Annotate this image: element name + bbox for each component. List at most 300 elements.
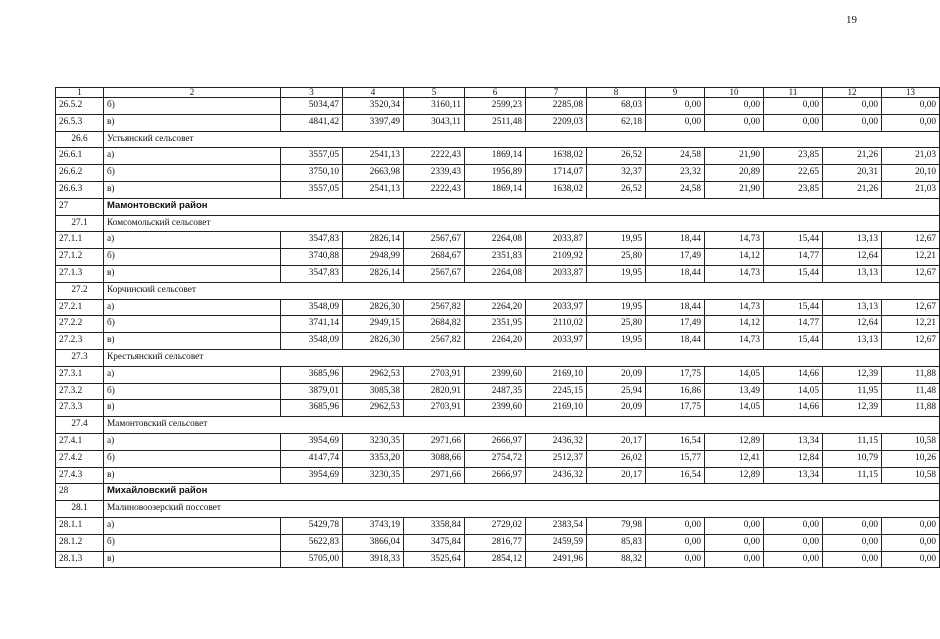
value-cell: 2826,14 [343,265,404,282]
value-cell: 22,65 [764,165,823,182]
value-cell: 2033,97 [526,333,587,350]
table-row [56,114,940,131]
value-cell: 0,00 [646,517,705,534]
value-cell: 79,98 [587,517,646,534]
value-cell: 18,44 [646,333,705,350]
value-cell: 26,52 [587,148,646,165]
value-cell: 2264,08 [465,265,526,282]
column-header-7: 7 [526,88,587,98]
value-cell: 18,44 [646,265,705,282]
district-row [56,198,940,215]
value-cell: 12,89 [705,433,764,450]
value-cell: 11,88 [882,400,940,417]
value-cell: 3954,69 [281,467,343,484]
value-cell: 14,66 [764,400,823,417]
value-cell: 3043,11 [404,114,465,131]
value-cell: 24,58 [646,148,705,165]
value-cell: 2033,87 [526,265,587,282]
column-header-10: 10 [705,88,764,98]
value-cell: 2436,32 [526,433,587,450]
tariff-table [55,87,940,568]
section-title: Корчинский сельсовет [104,282,940,299]
value-cell: 2383,54 [526,517,587,534]
value-cell: 2754,72 [465,450,526,467]
value-cell: 14,73 [705,299,764,316]
value-cell: 32,37 [587,165,646,182]
row-code: 28.1 [56,501,104,518]
value-cell: 11,48 [882,383,940,400]
value-cell: 14,73 [705,265,764,282]
value-cell: 0,00 [823,534,882,551]
table-row [56,433,940,450]
table-row [56,450,940,467]
value-cell: 20,10 [882,165,940,182]
value-cell: 2399,60 [465,400,526,417]
value-cell: 10,58 [882,433,940,450]
row-variant: а) [104,366,281,383]
section-title: Мамонтовский сельсовет [104,417,940,434]
table-row [56,400,940,417]
value-cell: 2264,20 [465,299,526,316]
value-cell: 2666,97 [465,467,526,484]
row-code: 27.1 [56,215,104,232]
table-row [56,534,940,551]
value-cell: 12,64 [823,316,882,333]
table-row [56,165,940,182]
value-cell: 5622,83 [281,534,343,551]
value-cell: 2487,35 [465,383,526,400]
value-cell: 0,00 [705,114,764,131]
value-cell: 3879,01 [281,383,343,400]
value-cell: 15,44 [764,232,823,249]
value-cell: 18,44 [646,299,705,316]
row-code: 27.4 [56,417,104,434]
table-row [56,181,940,198]
value-cell: 1638,02 [526,148,587,165]
district-title: Михайловский район [104,484,940,501]
column-header-11: 11 [764,88,823,98]
value-cell: 12,39 [823,400,882,417]
value-cell: 13,13 [823,265,882,282]
value-cell: 3547,83 [281,232,343,249]
row-code: 27.2 [56,282,104,299]
value-cell: 0,00 [882,517,940,534]
row-variant: б) [104,98,281,115]
section-row [56,282,940,299]
value-cell: 2567,67 [404,265,465,282]
value-cell: 14,77 [764,249,823,266]
row-code: 27.1.2 [56,249,104,266]
section-row [56,349,940,366]
value-cell: 25,80 [587,316,646,333]
column-header-6: 6 [465,88,526,98]
value-cell: 2971,66 [404,433,465,450]
value-cell: 20,09 [587,366,646,383]
value-cell: 2854,12 [465,551,526,568]
row-code: 26.5.2 [56,98,104,115]
value-cell: 3548,09 [281,333,343,350]
value-cell: 14,12 [705,249,764,266]
value-cell: 0,00 [823,98,882,115]
value-cell: 23,32 [646,165,705,182]
row-code: 26.6 [56,131,104,148]
section-row [56,131,940,148]
row-variant: а) [104,148,281,165]
value-cell: 3866,04 [343,534,404,551]
value-cell: 14,73 [705,333,764,350]
row-code: 26.6.1 [56,148,104,165]
value-cell: 12,64 [823,249,882,266]
value-cell: 13,13 [823,232,882,249]
value-cell: 2169,10 [526,400,587,417]
value-cell: 19,95 [587,299,646,316]
page-number: 19 [846,14,857,26]
table-row [56,517,940,534]
value-cell: 21,90 [705,148,764,165]
value-cell: 2541,13 [343,148,404,165]
row-code: 27.3.2 [56,383,104,400]
value-cell: 16,54 [646,467,705,484]
value-cell: 0,00 [646,114,705,131]
value-cell: 14,66 [764,366,823,383]
row-code: 27.3 [56,349,104,366]
row-code: 27.1.1 [56,232,104,249]
row-variant: б) [104,316,281,333]
column-header-2: 2 [104,88,281,98]
value-cell: 2264,20 [465,333,526,350]
value-cell: 14,05 [764,383,823,400]
value-cell: 0,00 [823,517,882,534]
row-variant: в) [104,114,281,131]
row-variant: б) [104,165,281,182]
section-title: Крестьянский сельсовет [104,349,940,366]
table-row [56,265,940,282]
row-variant: в) [104,467,281,484]
value-cell: 12,67 [882,299,940,316]
row-variant: в) [104,181,281,198]
row-code: 27.4.2 [56,450,104,467]
value-cell: 3743,19 [343,517,404,534]
column-header-5: 5 [404,88,465,98]
value-cell: 3085,38 [343,383,404,400]
value-cell: 0,00 [823,551,882,568]
value-cell: 2663,98 [343,165,404,182]
value-cell: 3230,35 [343,467,404,484]
value-cell: 3353,20 [343,450,404,467]
value-cell: 2816,77 [465,534,526,551]
value-cell: 0,00 [646,534,705,551]
value-cell: 2245,15 [526,383,587,400]
value-cell: 2541,13 [343,181,404,198]
value-cell: 21,03 [882,148,940,165]
value-cell: 21,26 [823,148,882,165]
table-row [56,316,940,333]
value-cell: 3685,96 [281,400,343,417]
value-cell: 23,85 [764,148,823,165]
section-title: Малиновоозерский поссовет [104,501,940,518]
value-cell: 2399,60 [465,366,526,383]
value-cell: 17,75 [646,400,705,417]
table-row [56,148,940,165]
value-cell: 2567,82 [404,299,465,316]
section-row [56,501,940,518]
section-row [56,215,940,232]
row-code: 26.6.2 [56,165,104,182]
row-code: 28.1.1 [56,517,104,534]
value-cell: 0,00 [823,114,882,131]
value-cell: 26,02 [587,450,646,467]
section-title: Устьянский сельсовет [104,131,940,148]
value-cell: 2511,48 [465,114,526,131]
value-cell: 2971,66 [404,467,465,484]
value-cell: 5705,00 [281,551,343,568]
value-cell: 21,26 [823,181,882,198]
value-cell: 2264,08 [465,232,526,249]
row-variant: б) [104,249,281,266]
value-cell: 2826,30 [343,299,404,316]
value-cell: 0,00 [646,551,705,568]
table-row [56,467,940,484]
value-cell: 1638,02 [526,181,587,198]
value-cell: 68,03 [587,98,646,115]
value-cell: 0,00 [882,98,940,115]
table-row [56,249,940,266]
row-code: 27.2.3 [56,333,104,350]
value-cell: 12,41 [705,450,764,467]
section-row [56,417,940,434]
value-cell: 10,79 [823,450,882,467]
value-cell: 19,95 [587,333,646,350]
table-row [56,98,940,115]
table-row [56,299,940,316]
value-cell: 14,12 [705,316,764,333]
row-code: 27.3.1 [56,366,104,383]
row-code: 27.4.1 [56,433,104,450]
value-cell: 0,00 [705,517,764,534]
row-code: 28 [56,484,104,501]
row-code: 28.1.2 [56,534,104,551]
value-cell: 2703,91 [404,366,465,383]
value-cell: 2948,99 [343,249,404,266]
value-cell: 15,77 [646,450,705,467]
value-cell: 3954,69 [281,433,343,450]
value-cell: 2436,32 [526,467,587,484]
row-variant: а) [104,433,281,450]
value-cell: 3557,05 [281,181,343,198]
value-cell: 11,88 [882,366,940,383]
value-cell: 5034,47 [281,98,343,115]
value-cell: 2351,83 [465,249,526,266]
value-cell: 1956,89 [465,165,526,182]
value-cell: 20,31 [823,165,882,182]
value-cell: 3160,11 [404,98,465,115]
value-cell: 3088,66 [404,450,465,467]
value-cell: 3230,35 [343,433,404,450]
value-cell: 3520,34 [343,98,404,115]
column-header-4: 4 [343,88,404,98]
value-cell: 62,18 [587,114,646,131]
value-cell: 2169,10 [526,366,587,383]
value-cell: 2684,82 [404,316,465,333]
value-cell: 2666,97 [465,433,526,450]
value-cell: 0,00 [705,98,764,115]
value-cell: 2209,03 [526,114,587,131]
value-cell: 18,44 [646,232,705,249]
value-cell: 2459,59 [526,534,587,551]
value-cell: 2222,43 [404,181,465,198]
value-cell: 20,17 [587,433,646,450]
value-cell: 13,49 [705,383,764,400]
value-cell: 2826,14 [343,232,404,249]
table-row [56,366,940,383]
value-cell: 3358,84 [404,517,465,534]
value-cell: 11,15 [823,467,882,484]
value-cell: 3397,49 [343,114,404,131]
value-cell: 3525,64 [404,551,465,568]
row-code: 27.2.2 [56,316,104,333]
value-cell: 11,15 [823,433,882,450]
row-code: 26.6.3 [56,181,104,198]
value-cell: 15,44 [764,299,823,316]
value-cell: 3547,83 [281,265,343,282]
value-cell: 2491,96 [526,551,587,568]
header-row [56,88,940,98]
value-cell: 20,89 [705,165,764,182]
value-cell: 21,90 [705,181,764,198]
value-cell: 3548,09 [281,299,343,316]
value-cell: 17,49 [646,316,705,333]
value-cell: 3740,88 [281,249,343,266]
value-cell: 2599,23 [465,98,526,115]
value-cell: 2703,91 [404,400,465,417]
value-cell: 25,80 [587,249,646,266]
column-header-1: 1 [56,88,104,98]
value-cell: 0,00 [764,534,823,551]
row-variant: а) [104,232,281,249]
value-cell: 2512,37 [526,450,587,467]
value-cell: 3475,84 [404,534,465,551]
value-cell: 19,95 [587,265,646,282]
value-cell: 13,13 [823,299,882,316]
table-row [56,232,940,249]
value-cell: 2110,02 [526,316,587,333]
value-cell: 16,86 [646,383,705,400]
value-cell: 4147,74 [281,450,343,467]
value-cell: 23,85 [764,181,823,198]
value-cell: 3750,10 [281,165,343,182]
value-cell: 13,34 [764,467,823,484]
value-cell: 2285,08 [526,98,587,115]
section-title: Комсомольский сельсовет [104,215,940,232]
value-cell: 21,03 [882,181,940,198]
row-code: 27.2.1 [56,299,104,316]
value-cell: 19,95 [587,232,646,249]
row-variant: а) [104,517,281,534]
value-cell: 2826,30 [343,333,404,350]
value-cell: 15,44 [764,333,823,350]
value-cell: 1714,07 [526,165,587,182]
value-cell: 2339,43 [404,165,465,182]
value-cell: 1869,14 [465,181,526,198]
value-cell: 0,00 [764,114,823,131]
row-variant: б) [104,534,281,551]
value-cell: 25,94 [587,383,646,400]
value-cell: 12,89 [705,467,764,484]
value-cell: 2222,43 [404,148,465,165]
value-cell: 0,00 [705,534,764,551]
value-cell: 14,05 [705,400,764,417]
value-cell: 1869,14 [465,148,526,165]
column-header-13: 13 [882,88,940,98]
value-cell: 2729,02 [465,517,526,534]
value-cell: 0,00 [705,551,764,568]
value-cell: 13,13 [823,333,882,350]
value-cell: 11,95 [823,383,882,400]
row-variant: б) [104,450,281,467]
value-cell: 24,58 [646,181,705,198]
row-code: 27.3.3 [56,400,104,417]
row-code: 28.1.3 [56,551,104,568]
value-cell: 15,44 [764,265,823,282]
column-header-8: 8 [587,88,646,98]
value-cell: 12,67 [882,333,940,350]
value-cell: 2962,53 [343,400,404,417]
value-cell: 0,00 [882,534,940,551]
value-cell: 3918,33 [343,551,404,568]
value-cell: 16,54 [646,433,705,450]
column-header-3: 3 [281,88,343,98]
value-cell: 0,00 [646,98,705,115]
value-cell: 3741,14 [281,316,343,333]
row-variant: в) [104,551,281,568]
value-cell: 14,05 [705,366,764,383]
value-cell: 2684,67 [404,249,465,266]
value-cell: 13,34 [764,433,823,450]
value-cell: 12,84 [764,450,823,467]
value-cell: 12,21 [882,316,940,333]
value-cell: 2033,97 [526,299,587,316]
row-variant: а) [104,299,281,316]
row-variant: в) [104,333,281,350]
value-cell: 0,00 [764,517,823,534]
value-cell: 20,17 [587,467,646,484]
value-cell: 12,67 [882,265,940,282]
column-header-9: 9 [646,88,705,98]
table-row [56,383,940,400]
row-code: 27.1.3 [56,265,104,282]
value-cell: 85,83 [587,534,646,551]
value-cell: 2567,67 [404,232,465,249]
row-code: 27.4.3 [56,467,104,484]
value-cell: 14,73 [705,232,764,249]
value-cell: 10,58 [882,467,940,484]
value-cell: 2567,82 [404,333,465,350]
table-body [56,98,940,568]
row-variant: в) [104,400,281,417]
value-cell: 4841,42 [281,114,343,131]
row-variant: б) [104,383,281,400]
value-cell: 3685,96 [281,366,343,383]
value-cell: 26,52 [587,181,646,198]
value-cell: 2109,92 [526,249,587,266]
value-cell: 2033,87 [526,232,587,249]
district-row [56,484,940,501]
value-cell: 2949,15 [343,316,404,333]
value-cell: 20,09 [587,400,646,417]
value-cell: 12,67 [882,232,940,249]
value-cell: 14,77 [764,316,823,333]
value-cell: 0,00 [882,114,940,131]
